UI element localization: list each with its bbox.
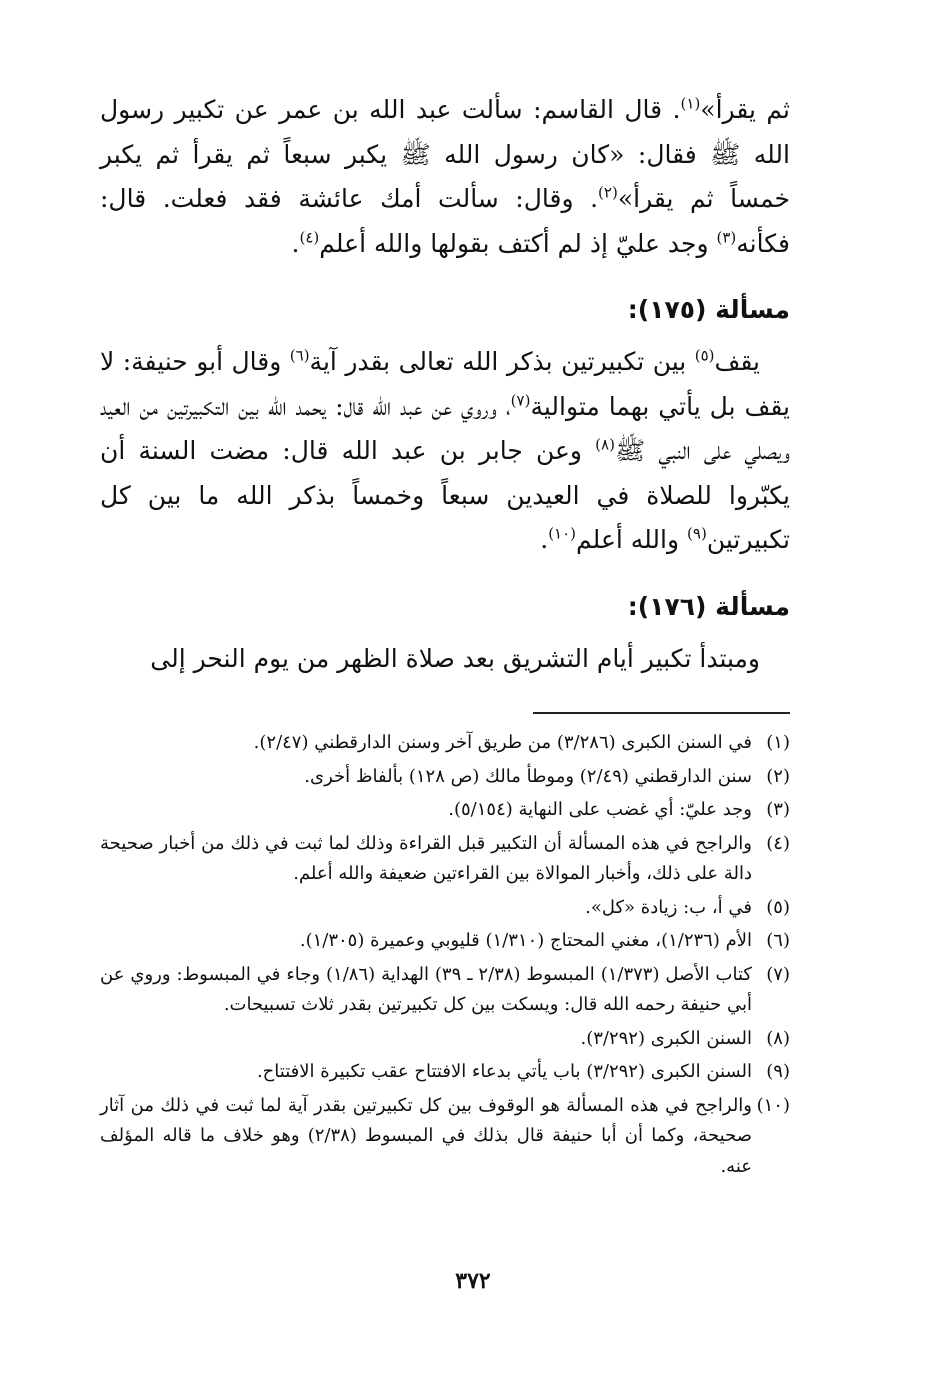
footnote-ref-4[interactable]: (٤) xyxy=(299,228,320,247)
footnote-4 xyxy=(100,829,790,890)
footnote-text: الأم (١/٢٣٦)، مغني المحتاج (١/٣١٠) قليوبي وعميرة (١/٣٠٥). xyxy=(299,930,752,951)
footnote-number: (٤) xyxy=(766,832,790,854)
footnote-5 xyxy=(100,893,790,924)
text-segment: وعن جابر بن عبد الله قال: مضت السنة أن يكبّروا للصلاة في العيدين سبعاً وخمساً بذكر الله ما بين كل تكبيرتين xyxy=(100,436,790,554)
text-segment: . xyxy=(291,228,300,258)
section-heading-175: مسألة (١٧٥): xyxy=(627,295,790,324)
footnote-number: (٥) xyxy=(766,896,790,918)
paragraph-1 xyxy=(100,88,790,266)
footnote-ref-3[interactable]: (٣) xyxy=(716,228,737,247)
footnote-text: وجد عليّ: أي غضب على النهاية (٥/١٥٤). xyxy=(448,799,752,820)
text-segment: بين تكبيرتين بذكر الله تعالى بقدر آية xyxy=(309,347,695,376)
footnote-9 xyxy=(100,1057,790,1088)
footnote-text: السنن الكبرى (٣/٢٩٢) باب يأتي بدعاء الافتتاح عقب تكبيرة الافتتاح. xyxy=(256,1061,752,1082)
footnote-text: السنن الكبرى (٣/٢٩٢). xyxy=(580,1027,752,1049)
text-segment: . xyxy=(540,525,549,554)
footnote-text: والراجح في هذه المسألة أن التكبير قبل القراءة وذلك لما ثبت في ذلك من أخبار صحيحة دالة على ذلك، وأخبار الموالاة بين القراءتين ضعيفة والله أعلم. xyxy=(100,832,752,884)
footnote-number: (١٠) xyxy=(756,1094,790,1116)
text-segment: يقف xyxy=(714,347,760,376)
footnote-text: والراجح في هذه المسألة هو الوقوف بين كل تكبيرتين بقدر آية لما ثبت في ذلك من آثار صحيحة، وكما أن أبا حنيفة قال بذلك في المبسوط (٢/٣٨) وهو خلاف ما قاله المؤلف عنه. xyxy=(100,1094,752,1177)
footnote-text: كتاب الأصل (١/٣٧٣) المبسوط (٢/٣٨ ـ ٣٩) الهداية (١/٨٦) وجاء في المبسوط: وروي عن أبي حنيفة رحمه الله قال: ويسكت بين كل تكبيرتين بقدر ثلاث تسبيحات. xyxy=(100,963,752,1015)
footnote-1 xyxy=(100,728,790,759)
text-segment: ثم يقرأ» xyxy=(700,95,790,124)
footnote-2 xyxy=(100,762,790,793)
footnote-text: في أ، ب: زيادة «كل». xyxy=(585,896,752,918)
footnote-3 xyxy=(100,795,790,826)
footnote-7 xyxy=(100,960,790,1021)
footnote-ref-8[interactable]: (٨) xyxy=(595,435,615,454)
footnote-ref-2[interactable]: (٢) xyxy=(598,183,618,202)
footnote-number: (٦) xyxy=(766,930,790,951)
paragraph-3: ومبتدأ تكبير أيام التشريق بعد صلاة الظهر من يوم النحر إلى xyxy=(150,643,760,673)
footnote-number: (٢) xyxy=(766,765,790,787)
footnote-ref-1[interactable]: (١) xyxy=(680,94,701,113)
footnote-10 xyxy=(100,1091,790,1183)
footnote-number: (٨) xyxy=(766,1027,790,1049)
text-segment: . وقال: سألت أمك عائشة فقد فعلت. قال: فكأنه xyxy=(100,184,790,258)
paragraph-2 xyxy=(100,340,790,563)
footnote-ref-7[interactable]: (٧) xyxy=(510,391,531,410)
page-number: ٣٧٢ xyxy=(455,1268,491,1294)
text-segment: وقال أبو حنيفة: لا يقف بل يأتي بهما متوالية xyxy=(100,347,790,421)
footnote-number: (٧) xyxy=(766,963,790,985)
footnote-ref-10[interactable]: (١٠) xyxy=(548,524,577,543)
footnote-text: سنن الدارقطني (٢/٤٩) وموطأ مالك (ص ١٢٨) بألفاظ أخرى. xyxy=(304,765,752,787)
footnote-ref-9[interactable]: (٩) xyxy=(687,524,707,543)
footnotes xyxy=(100,728,790,1185)
footnote-ref-6[interactable]: (٦) xyxy=(289,346,310,365)
footnote-number: (٩) xyxy=(766,1061,790,1082)
text-segment: . قال القاسم: سألت عبد الله بن عمر عن تكبير رسول الله ﷺ فقال: «كان رسول الله ﷺ يكبر سبعاً ثم يقرأ ثم يكبر خمساً ثم يقرأ» xyxy=(100,95,790,213)
footnote-separator xyxy=(533,712,790,714)
footnote-number: (٣) xyxy=(766,799,790,820)
text-segment: ، وروي عن عبد الله قال: يحمد الله بين التكبيرتين من العيد ويصلي على النبي ﷺ xyxy=(100,391,790,465)
section-heading-176: مسألة (١٧٦): xyxy=(627,591,790,621)
footnote-number: (١) xyxy=(766,732,790,753)
main-text xyxy=(100,88,790,681)
footnote-6 xyxy=(100,926,790,957)
text-segment: وجد عليّ إذ لم أكتف بقولها والله أعلم xyxy=(319,228,717,258)
text-segment: والله أعلم xyxy=(576,525,688,554)
footnote-ref-5[interactable]: (٥) xyxy=(694,346,715,365)
footnote-text: في السنن الكبرى (٣/٢٨٦) من طريق آخر وسنن الدارقطني (٢/٤٧). xyxy=(253,732,752,753)
footnote-8 xyxy=(100,1024,790,1055)
